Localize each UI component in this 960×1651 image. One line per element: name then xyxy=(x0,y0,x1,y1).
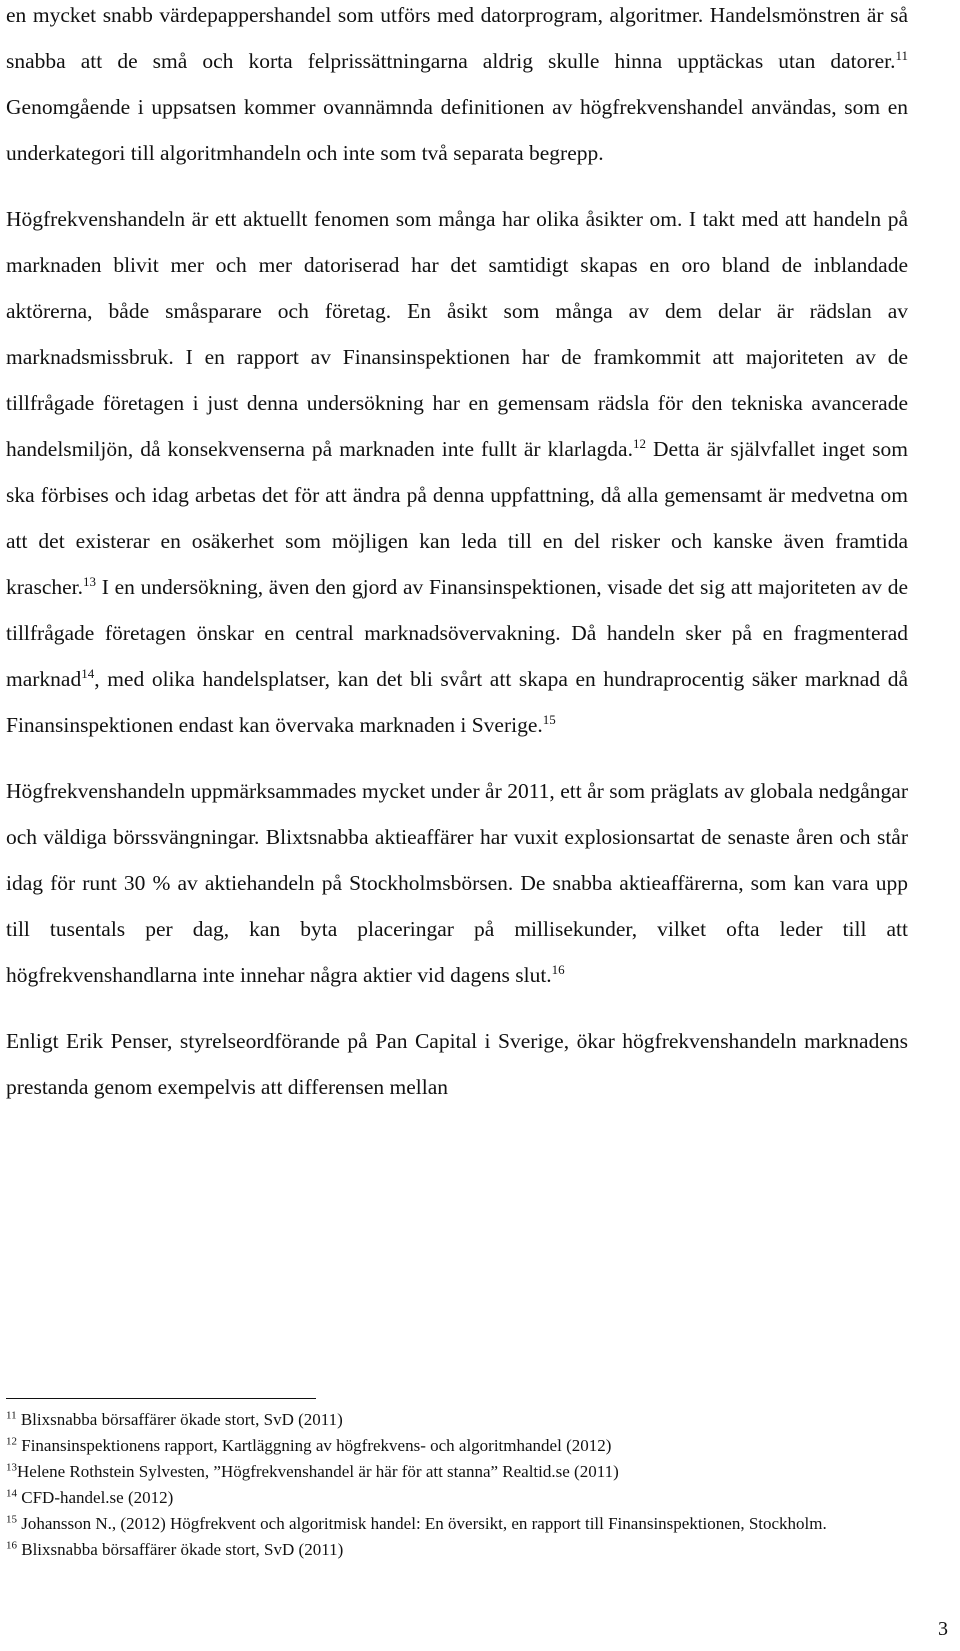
footnote xyxy=(6,1537,908,1563)
paragraph xyxy=(6,196,908,748)
paragraph-text: Detta är självfallet inget som ska förbises och idag arbetas det för att ändra på denna uppfattning, då alla gemensamt är medvetna om att det existerar en osäkerhet som möjligen kan leda till en del risker och kanske även framtida krascher. xyxy=(6,437,908,599)
footnote-number: 12 xyxy=(6,1435,17,1448)
footnote-ref[interactable]: 16 xyxy=(551,961,565,977)
paragraph-text: Enligt Erik Penser, styrelseordförande på Pan Capital i Sverige, ökar högfrekvenshandeln marknadens prestanda genom exempelvis att differensen mellan xyxy=(6,1029,908,1099)
footnote-number: 13 xyxy=(6,1461,17,1474)
footnote-text: Blixsnabba börsaffärer ökade stort, SvD (2011) xyxy=(17,1540,344,1559)
footnote-number: 15 xyxy=(6,1513,17,1526)
footnote-text: Helene Rothstein Sylvesten, ”Högfrekvenshandel är här för att stanna” Realtid.se (2011) xyxy=(17,1462,619,1481)
footnotes xyxy=(6,1407,908,1563)
paragraph xyxy=(6,768,908,998)
paragraph xyxy=(6,0,908,176)
footnote xyxy=(6,1485,908,1511)
footnote-text: Johansson N., (2012) Högfrekvent och algoritmisk handel: En översikt, en rapport till Finansinspektionen, Stockholm. xyxy=(17,1514,827,1533)
footnote-number: 16 xyxy=(6,1539,17,1552)
footnote-text: Finansinspektionens rapport, Kartläggning av högfrekvens- och algoritmhandel (2012) xyxy=(17,1436,612,1455)
footnote xyxy=(6,1511,908,1537)
footnote-separator xyxy=(6,1398,316,1399)
footnote-ref[interactable]: 11 xyxy=(895,47,908,63)
footnote-ref[interactable]: 15 xyxy=(542,711,556,727)
paragraph-text: , med olika handelsplatser, kan det bli svårt att skapa en hundraprocentig säker marknad då Finansinspektionen endast kan övervaka marknaden i Sverige. xyxy=(6,667,908,737)
paragraph-text: Genomgående i uppsatsen kommer ovannämnda definitionen av högfrekvenshandel användas, som en underkategori till algoritmhandeln och inte som två separata begrepp. xyxy=(6,95,908,165)
footnote-text: Blixsnabba börsaffärer ökade stort, SvD (2011) xyxy=(16,1410,343,1429)
paragraph xyxy=(6,1018,908,1110)
footnote-ref[interactable]: 13 xyxy=(83,573,97,589)
footnote-text: CFD-handel.se (2012) xyxy=(17,1488,174,1507)
footnote-ref[interactable]: 14 xyxy=(81,665,95,681)
document-page xyxy=(6,0,908,1110)
paragraph-text: en mycket snabb värdepappershandel som utförs med datorprogram, algoritmer. Handelsmönstren är så snabba att de små och korta felprissättningarna aldrig skulle hinna upptäckas utan datorer. xyxy=(6,3,908,73)
paragraph-text: Högfrekvenshandeln uppmärksammades mycket under år 2011, ett år som präglats av globala nedgångar och väldiga börssvängningar. Blixtsnabba aktieaffärer har vuxit explosionsartat de senaste åren och står idag för runt 30 % av aktiehandeln på Stockholmsbörsen. De snabba aktieaffärerna, som kan vara upp till tusentals per dag, kan byta placeringar på millisekunder, vilket ofta leder till att högfrekvenshandlarna inte innehar några aktier vid dagens slut. xyxy=(6,779,908,987)
footnote-number: 11 xyxy=(6,1409,17,1422)
footnote xyxy=(6,1407,908,1433)
footnote-ref[interactable]: 12 xyxy=(632,435,646,451)
paragraph-text: Högfrekvenshandeln är ett aktuellt fenomen som många har olika åsikter om. I takt med att handeln på marknaden blivit mer och mer datoriserad har det samtidigt skapas en oro bland de inblandade aktörerna, både småsparare och företag. En åsikt som många av dem delar är rädslan av marknadsmissbruk. I en rapport av Finansinspektionen har de framkommit att majoriteten av de tillfrågade företagen i just denna undersökning har en gemensam rädsla för den tekniska avancerade handelsmiljön, då konsekvenserna på marknaden inte fullt är klarlagda. xyxy=(6,207,908,461)
footnote-number: 14 xyxy=(6,1487,17,1500)
footnote xyxy=(6,1433,908,1459)
paragraph-text: I en undersökning, även den gjord av Finansinspektionen, visade det sig att majoriteten av de tillfrågade företagen önskar en central marknadsövervakning. Då handeln sker på en fragmenterad marknad xyxy=(6,575,908,691)
footnote xyxy=(6,1459,908,1485)
page-number: 3 xyxy=(938,1618,948,1640)
